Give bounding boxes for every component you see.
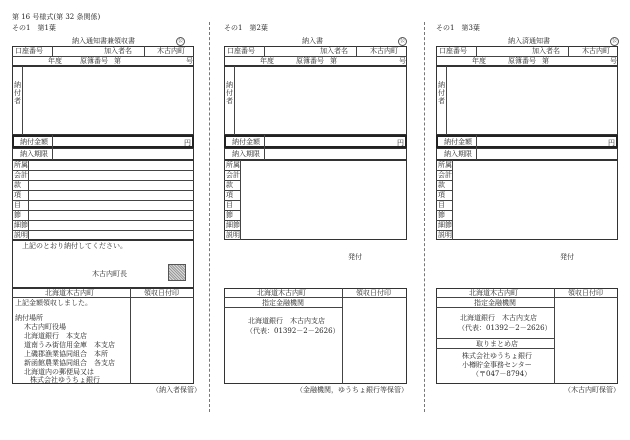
receipt-date-label: 領収日付印 (356, 289, 391, 297)
category-label: 目 (226, 201, 233, 209)
category-label: 款 (438, 181, 445, 189)
received-text: 上記金額領収しました。 (15, 299, 92, 307)
payment-place: 北海道内の郵便局又は (24, 368, 94, 376)
receipt-date-label: 領収日付印 (568, 289, 603, 297)
yen-label: 円 (397, 139, 404, 147)
payment-place: 北海道銀行 本支店 (24, 332, 87, 340)
subscriber-name-label: 加入者名 (320, 47, 348, 55)
category-label: 節 (438, 211, 445, 219)
category-table (224, 160, 407, 240)
gou-label: 号 (399, 57, 406, 65)
payer-box (224, 66, 407, 135)
account-number-label: 口座番号 (227, 47, 255, 55)
dai-label: 第 (114, 57, 121, 65)
bank-head-label: 北海道木古内町 (45, 289, 94, 297)
category-label: 会計 (14, 171, 28, 179)
ledger-number-label: 原簿番号 (80, 57, 108, 65)
gou-label: 号 (610, 57, 617, 65)
town-name: 木古内町 (157, 47, 185, 55)
mayor-label: 木古内町長 (92, 270, 127, 278)
payment-place: 上磯郡漁業協同組合 本所 (24, 350, 108, 358)
category-label: 所属 (438, 161, 452, 169)
account-number-label: 口座番号 (15, 47, 43, 55)
yucho-name: 株式会社ゆうちょ銀行 (462, 352, 532, 360)
payment-place: 木古内町役場 (24, 323, 66, 331)
payer-label: 納付者 (226, 81, 233, 105)
category-label: 所属 (14, 161, 28, 169)
fiscal-year-label: 年度 (260, 57, 274, 65)
deadline-label: 納入期限 (232, 150, 260, 158)
separator-2 (424, 22, 425, 412)
payer-box (436, 66, 618, 135)
part-label: その1 第3葉 (436, 24, 480, 32)
issue-label: 発付 (560, 253, 574, 261)
dai-label: 第 (542, 57, 549, 65)
payer-label: 納付者 (438, 81, 445, 105)
payment-place: 道南うみ街信用金庫 本支店 (24, 341, 115, 349)
bank-name: 北海道銀行 木古内支店 (248, 317, 325, 325)
bank-tel: （代表：01392－2－2626） (246, 327, 340, 335)
official-seal-icon (168, 264, 186, 281)
category-label: 款 (226, 181, 233, 189)
deadline-label: 納入期限 (444, 150, 472, 158)
payment-place-heading: 納付場所 (15, 314, 43, 322)
subscriber-name-label: 加入者名 (104, 47, 132, 55)
receipt-box (224, 288, 407, 384)
amount-label: 納付金額 (232, 138, 260, 146)
agency-label: 指定金融機関 (474, 299, 516, 307)
bank-head-label: 北海道木古内町 (469, 289, 518, 297)
category-label: 説明 (14, 231, 28, 239)
fiscal-year-label: 年度 (472, 57, 486, 65)
form-title: 納入済通知書 (508, 37, 550, 45)
fiscal-year-label: 年度 (48, 57, 62, 65)
form-number: 第 16 号様式(第 32 条関係) (12, 13, 101, 21)
category-label: 会計 (226, 171, 240, 179)
category-label: 項 (14, 191, 21, 199)
subscriber-name-label: 加入者名 (532, 47, 560, 55)
collection-branch-label: 取りまとめ店 (476, 340, 518, 348)
stamp-mark-icon: 公 (611, 38, 617, 44)
form-title: 納入書 (302, 37, 323, 45)
yen-label: 円 (608, 139, 615, 147)
category-label: 所属 (226, 161, 240, 169)
account-number-label: 口座番号 (439, 47, 467, 55)
category-label: 目 (14, 201, 21, 209)
amount-label: 納付金額 (444, 138, 472, 146)
category-label: 説明 (438, 231, 452, 239)
part-label: その1 第1葉 (12, 24, 56, 32)
stamp-mark-icon: 公 (399, 38, 405, 44)
category-label: 節 (226, 211, 233, 219)
town-name: 木古内町 (370, 47, 398, 55)
town-name: 木古内町 (582, 47, 610, 55)
keep-note: （木古内町保管） (564, 386, 620, 394)
category-table (436, 160, 618, 240)
yucho-center: 小樽貯金事務センター (462, 361, 532, 369)
payment-place: 新函館農業協同組合 各支店 (24, 359, 115, 367)
category-label: 款 (14, 181, 21, 189)
agency-label: 指定金融機関 (262, 299, 304, 307)
payment-notice: 上記のとおり納付してください。 (22, 242, 127, 250)
amount-label: 納付金額 (20, 138, 48, 146)
ledger-number-label: 原簿番号 (508, 57, 536, 65)
category-label: 説明 (226, 231, 240, 239)
bank-head-label: 北海道木古内町 (257, 289, 306, 297)
keep-note: （納入者保管） (152, 386, 201, 394)
ledger-number-label: 原簿番号 (296, 57, 324, 65)
dai-label: 第 (330, 57, 337, 65)
payer-label: 納付者 (14, 81, 21, 105)
separator-1 (209, 22, 210, 412)
category-label: 細節 (438, 221, 452, 229)
category-label: 項 (438, 191, 445, 199)
yucho-postal: （〒047－8794） (472, 370, 532, 378)
category-label: 会計 (438, 171, 452, 179)
category-label: 細節 (14, 221, 28, 229)
stamp-mark-icon: 公 (177, 38, 183, 44)
category-label: 節 (14, 211, 21, 219)
keep-note: （金融機関，ゆうちょ銀行等保管） (296, 386, 408, 394)
receipt-date-label: 領収日付印 (144, 289, 179, 297)
category-label: 項 (226, 191, 233, 199)
gou-label: 号 (186, 57, 193, 65)
issue-label: 発付 (348, 253, 362, 261)
payer-box (12, 66, 194, 135)
payment-place: 株式会社ゆうちょ銀行 (30, 376, 100, 384)
bank-name: 北海道銀行 木古内支店 (460, 314, 537, 322)
category-label: 細節 (226, 221, 240, 229)
bank-tel: （代表：01392－2－2626） (458, 324, 552, 332)
form-title: 納入通知書兼領収書 (72, 37, 135, 45)
part-label: その1 第2葉 (224, 24, 268, 32)
deadline-label: 納入期限 (20, 150, 48, 158)
category-label: 目 (438, 201, 445, 209)
yen-label: 円 (184, 139, 191, 147)
